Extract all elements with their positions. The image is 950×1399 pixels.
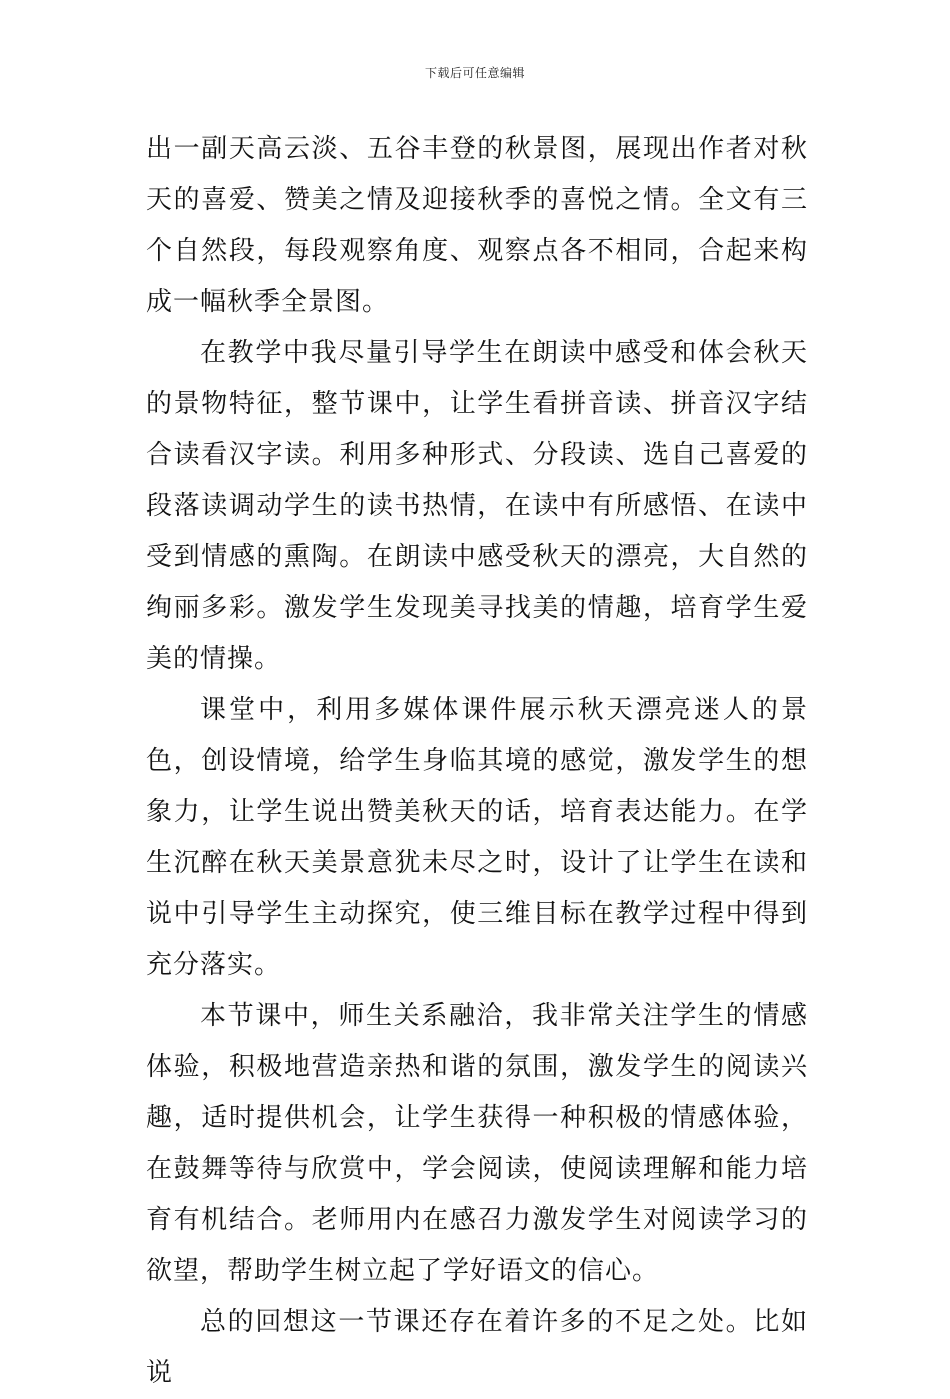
document-body (146, 124, 808, 1399)
paragraph-3: 课堂中，利用多媒体课件展示秋天漂亮迷人的景色，创设情境，给学生身临其境的感觉，激发学生的想象力，让学生说出赞美秋天的话，培育表达能力。在学生沉醉在秋天美景意犹未尽之时，设计了让学生在读和说中引导学生主动探究，使三维目标在教学过程中得到充分落实。 (146, 695, 808, 980)
paragraph-4: 本节课中，师生关系融洽，我非常关注学生的情感体验，积极地营造亲热和谐的氛围，激发学生的阅读兴趣，适时提供机会，让学生获得一种积极的情感体验，在鼓舞等待与欣赏中，学会阅读，使阅读理解和能力培育有机结合。老师用内在感召力激发学生对阅读学习的欲望，帮助学生树立起了学好语文的信心。 (146, 1001, 808, 1286)
page-header: 下载后可任意编辑 (424, 66, 525, 80)
paragraph-5: 总的回想这一节课还存在着许多的不足之处。比如说 (146, 1307, 808, 1388)
paragraph-2: 在教学中我尽量引导学生在朗读中感受和体会秋天的景物特征，整节课中，让学生看拼音读、拼音汉字结合读看汉字读。利用多种形式、分段读、选自己喜爱的段落读调动学生的读书热情，在读中有所感悟、在读中受到情感的熏陶。在朗读中感受秋天的漂亮，大自然的绚丽多彩。激发学生发现美寻找美的情趣，培育学生爱美的情操。 (146, 338, 808, 674)
paragraph-1: 出一副天高云淡、五谷丰登的秋景图，展现出作者对秋天的喜爱、赞美之情及迎接秋季的喜悦之情。全文有三个自然段，每段观察角度、观察点各不相同，合起来构成一幅秋季全景图。 (146, 134, 808, 317)
